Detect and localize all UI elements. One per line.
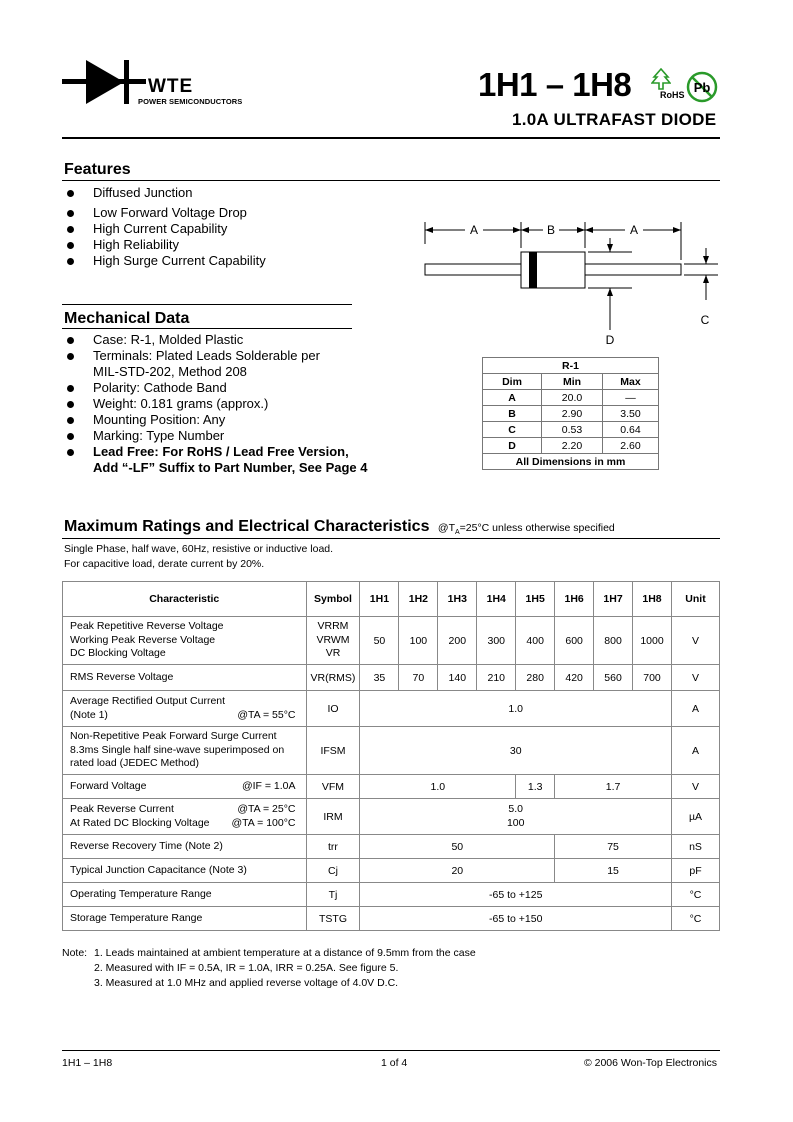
note-text: 3. Measured at 1.0 MHz and applied reverse voltage of 4.0V D.C.	[94, 977, 399, 989]
mechanical-rule	[62, 328, 352, 329]
brand-subtitle: POWER SEMICONDUCTORS	[138, 97, 243, 106]
note-prefix: Note:	[62, 947, 88, 959]
table-cell: VFM	[306, 775, 360, 799]
dim-label-a-left: A	[469, 223, 479, 237]
list-item: MIL-STD-202, Method 208	[93, 364, 247, 379]
table-row	[63, 691, 720, 727]
table-row	[63, 835, 720, 859]
cond-sub: A	[455, 529, 460, 537]
table-cell: RMS Reverse Voltage	[63, 665, 307, 691]
cond-rest: =25°C unless otherwise specified	[459, 522, 615, 534]
value-line: 5.0	[508, 803, 524, 815]
rohs-tree-icon	[651, 68, 671, 90]
table-cell: 30	[360, 727, 672, 775]
table-cell: 210	[477, 665, 516, 691]
dim-label-c: C	[700, 313, 710, 327]
table-cell: B	[483, 406, 542, 422]
table-cell: A	[671, 727, 719, 775]
footer-left: 1H1 – 1H8	[62, 1057, 113, 1069]
value-line: 100	[506, 816, 525, 829]
char-text: Peak Reverse Current	[70, 803, 174, 815]
table-cell: 400	[516, 617, 555, 665]
table-cell: 1.7	[555, 775, 672, 799]
ratings-rule	[62, 538, 720, 539]
table-cell: 2.60	[603, 438, 659, 454]
table-cell: D	[483, 438, 542, 454]
dim-label-a-right: A	[629, 223, 639, 237]
table-header: 1H6	[555, 582, 594, 617]
package-name: R-1	[483, 358, 659, 374]
table-cell	[306, 617, 360, 665]
table-cell: TSTG	[306, 907, 360, 931]
list-item: Polarity: Cathode Band	[64, 380, 404, 396]
table-row	[63, 883, 720, 907]
footer-rule	[62, 1050, 720, 1051]
table-cell: pF	[671, 859, 719, 883]
table-header: 1H2	[399, 582, 438, 617]
table-cell: Storage Temperature Range	[63, 907, 307, 931]
dimensions-footer: All Dimensions in mm	[483, 454, 659, 470]
part-number-title: 1H1 – 1H8	[478, 66, 632, 103]
table-cell: µA	[671, 799, 719, 835]
table-row	[63, 775, 720, 799]
part-subtitle: 1.0A ULTRAFAST DIODE	[512, 110, 717, 129]
char-line	[70, 709, 306, 723]
footer-page-number: 1 of 4	[381, 1057, 408, 1069]
table-cell	[63, 775, 307, 799]
table-cell: 700	[633, 665, 672, 691]
char-line: 8.3ms Single half sine-wave superimposed on	[70, 743, 285, 756]
features-rule	[62, 180, 720, 181]
note-line	[62, 946, 476, 961]
char-line: Average Rectified Output Current	[70, 695, 226, 707]
table-header: 1H8	[633, 582, 672, 617]
wte-logo-diode-icon	[62, 58, 148, 108]
table-header: Max	[603, 374, 659, 390]
char-text: (Note 1)	[70, 708, 108, 721]
list-item: High Surge Current Capability	[64, 253, 394, 269]
ratings-table	[62, 581, 720, 931]
table-cell: 0.64	[603, 422, 659, 438]
table-cell: 300	[477, 617, 516, 665]
list-item: Diffused Junction	[64, 185, 394, 201]
table-cell: 1000	[633, 617, 672, 665]
table-cell: 15	[555, 859, 672, 883]
table-cell: trr	[306, 835, 360, 859]
list-item: Low Forward Voltage Drop	[64, 205, 394, 221]
table-cell: Tj	[306, 883, 360, 907]
table-cell: °C	[671, 883, 719, 907]
intro-line: For capacitive load, derate current by 20%.	[64, 558, 265, 570]
table-cell: 800	[594, 617, 633, 665]
table-cell	[63, 799, 307, 835]
package-outline-drawing	[420, 218, 720, 348]
note-text: 2. Measured with IF = 0.5A, IR = 1.0A, IRR = 0.25A. See figure 5.	[94, 962, 399, 974]
table-cell: 20	[360, 859, 555, 883]
test-condition: @TA = 100°C	[231, 816, 296, 829]
table-cell: IFSM	[306, 727, 360, 775]
table-cell: nS	[671, 835, 719, 859]
table-row	[483, 438, 659, 454]
table-cell: 280	[516, 665, 555, 691]
table-cell: V	[671, 617, 719, 665]
test-condition: @TA = 55°C	[237, 708, 296, 721]
table-row	[483, 390, 659, 406]
char-line: Non-Repetitive Peak Forward Surge Current	[70, 730, 277, 743]
table-cell: 20.0	[542, 390, 603, 406]
list-item: High Reliability	[64, 237, 394, 253]
note-text: 1. Leads maintained at ambient temperature at a distance of 9.5mm from the case	[94, 947, 476, 959]
table-cell: C	[483, 422, 542, 438]
char-line: DC Blocking Voltage	[70, 647, 166, 660]
dimensions-table	[482, 357, 659, 470]
table-row	[63, 859, 720, 883]
brand-name: WTE	[148, 76, 194, 97]
table-row	[63, 617, 720, 665]
table-row	[63, 799, 720, 835]
table-row	[63, 727, 720, 775]
table-cell	[63, 691, 307, 727]
ratings-intro	[64, 542, 333, 572]
table-cell: Operating Temperature Range	[63, 883, 307, 907]
table-header-row	[63, 582, 720, 617]
table-cell: —	[603, 390, 659, 406]
table-cell: 70	[399, 665, 438, 691]
table-cell: 600	[555, 617, 594, 665]
table-cell: 2.90	[542, 406, 603, 422]
table-cell	[63, 617, 307, 665]
table-cell: V	[671, 775, 719, 799]
table-row	[63, 665, 720, 691]
table-cell: IRM	[306, 799, 360, 835]
list-item: Mounting Position: Any	[64, 412, 404, 428]
mechanical-list	[64, 332, 404, 476]
table-cell: 50	[360, 835, 555, 859]
char-text: Forward Voltage	[70, 779, 147, 792]
mechanical-top-rule	[62, 304, 352, 305]
table-header: Symbol	[306, 582, 360, 617]
mechanical-title: Mechanical Data	[64, 310, 190, 327]
cond-prefix: @T	[437, 522, 455, 534]
ratings-title-line	[64, 518, 615, 536]
table-header: 1H1	[360, 582, 399, 617]
intro-line: Single Phase, half wave, 60Hz, resistive or inductive load.	[64, 543, 334, 555]
dim-label-b: B	[546, 223, 556, 237]
lead-free-pb-icon	[685, 70, 719, 104]
table-cell: 1.0	[360, 691, 672, 727]
table-cell: Reverse Recovery Time (Note 2)	[63, 835, 307, 859]
table-cell: 2.20	[542, 438, 603, 454]
table-cell: VR(RMS)	[306, 665, 360, 691]
char-line	[70, 817, 306, 831]
table-cell	[63, 727, 307, 775]
table-cell: -65 to +125	[360, 883, 672, 907]
list-item: Terminals: Plated Leads Solderable per	[64, 348, 404, 364]
char-line	[70, 803, 306, 817]
table-cell: 140	[438, 665, 477, 691]
table-cell: 1.3	[516, 775, 555, 799]
table-cell: 35	[360, 665, 399, 691]
header-rule	[62, 137, 720, 139]
test-condition: @TA = 25°C	[237, 803, 296, 815]
table-cell: A	[671, 691, 719, 727]
char-line: Peak Repetitive Reverse Voltage	[70, 620, 224, 633]
table-cell: Cj	[306, 859, 360, 883]
ratings-condition	[437, 522, 615, 537]
table-cell: 75	[555, 835, 672, 859]
table-cell: 200	[438, 617, 477, 665]
test-condition: @IF = 1.0A	[241, 780, 296, 792]
table-row	[63, 907, 720, 931]
table-cell: 3.50	[603, 406, 659, 422]
list-item: Case: R-1, Molded Plastic	[64, 332, 404, 348]
notes	[62, 946, 476, 991]
list-item: Marking: Type Number	[64, 428, 404, 444]
char-line: rated load (JEDEC Method)	[70, 757, 199, 770]
table-cell: 100	[399, 617, 438, 665]
rohs-label: RoHS	[660, 90, 685, 100]
table-cell: V	[671, 665, 719, 691]
dim-label-d: D	[605, 333, 615, 347]
table-cell: 0.53	[542, 422, 603, 438]
table-header: 1H7	[594, 582, 633, 617]
pb-label: Pb	[693, 80, 711, 95]
table-cell: -65 to +150	[360, 907, 672, 931]
table-cell: 1.0	[360, 775, 516, 799]
table-header: 1H4	[477, 582, 516, 617]
symbol: VRRM	[317, 620, 349, 633]
table-cell: Typical Junction Capacitance (Note 3)	[63, 859, 307, 883]
table-header: Unit	[671, 582, 719, 617]
footer-copyright: © 2006 Won-Top Electronics	[583, 1057, 717, 1069]
features-title: Features	[64, 161, 131, 178]
table-cell: 560	[594, 665, 633, 691]
note-line	[62, 976, 476, 991]
table-cell: °C	[671, 907, 719, 931]
table-header: Dim	[483, 374, 542, 390]
table-cell: IO	[306, 691, 360, 727]
list-item: Lead Free: For RoHS / Lead Free Version,	[64, 444, 404, 460]
list-item: High Current Capability	[64, 221, 394, 237]
table-header: 1H3	[438, 582, 477, 617]
features-list	[64, 185, 394, 269]
ratings-title: Maximum Ratings and Electrical Characteristics	[64, 518, 430, 535]
table-header: Characteristic	[63, 582, 307, 617]
char-text: At Rated DC Blocking Voltage	[70, 816, 210, 829]
table-cell	[360, 799, 672, 835]
table-row	[483, 422, 659, 438]
symbol: VR	[325, 647, 341, 660]
table-cell: A	[483, 390, 542, 406]
table-row	[483, 406, 659, 422]
table-header: Min	[542, 374, 603, 390]
symbol: VRWM	[316, 633, 350, 646]
table-cell: 420	[555, 665, 594, 691]
table-header: 1H5	[516, 582, 555, 617]
list-item: Weight: 0.181 grams (approx.)	[64, 396, 404, 412]
list-item: Add “-LF” Suffix to Part Number, See Page 4	[93, 460, 368, 475]
note-line	[62, 961, 476, 976]
table-cell: 50	[360, 617, 399, 665]
char-line: Working Peak Reverse Voltage	[70, 633, 216, 646]
